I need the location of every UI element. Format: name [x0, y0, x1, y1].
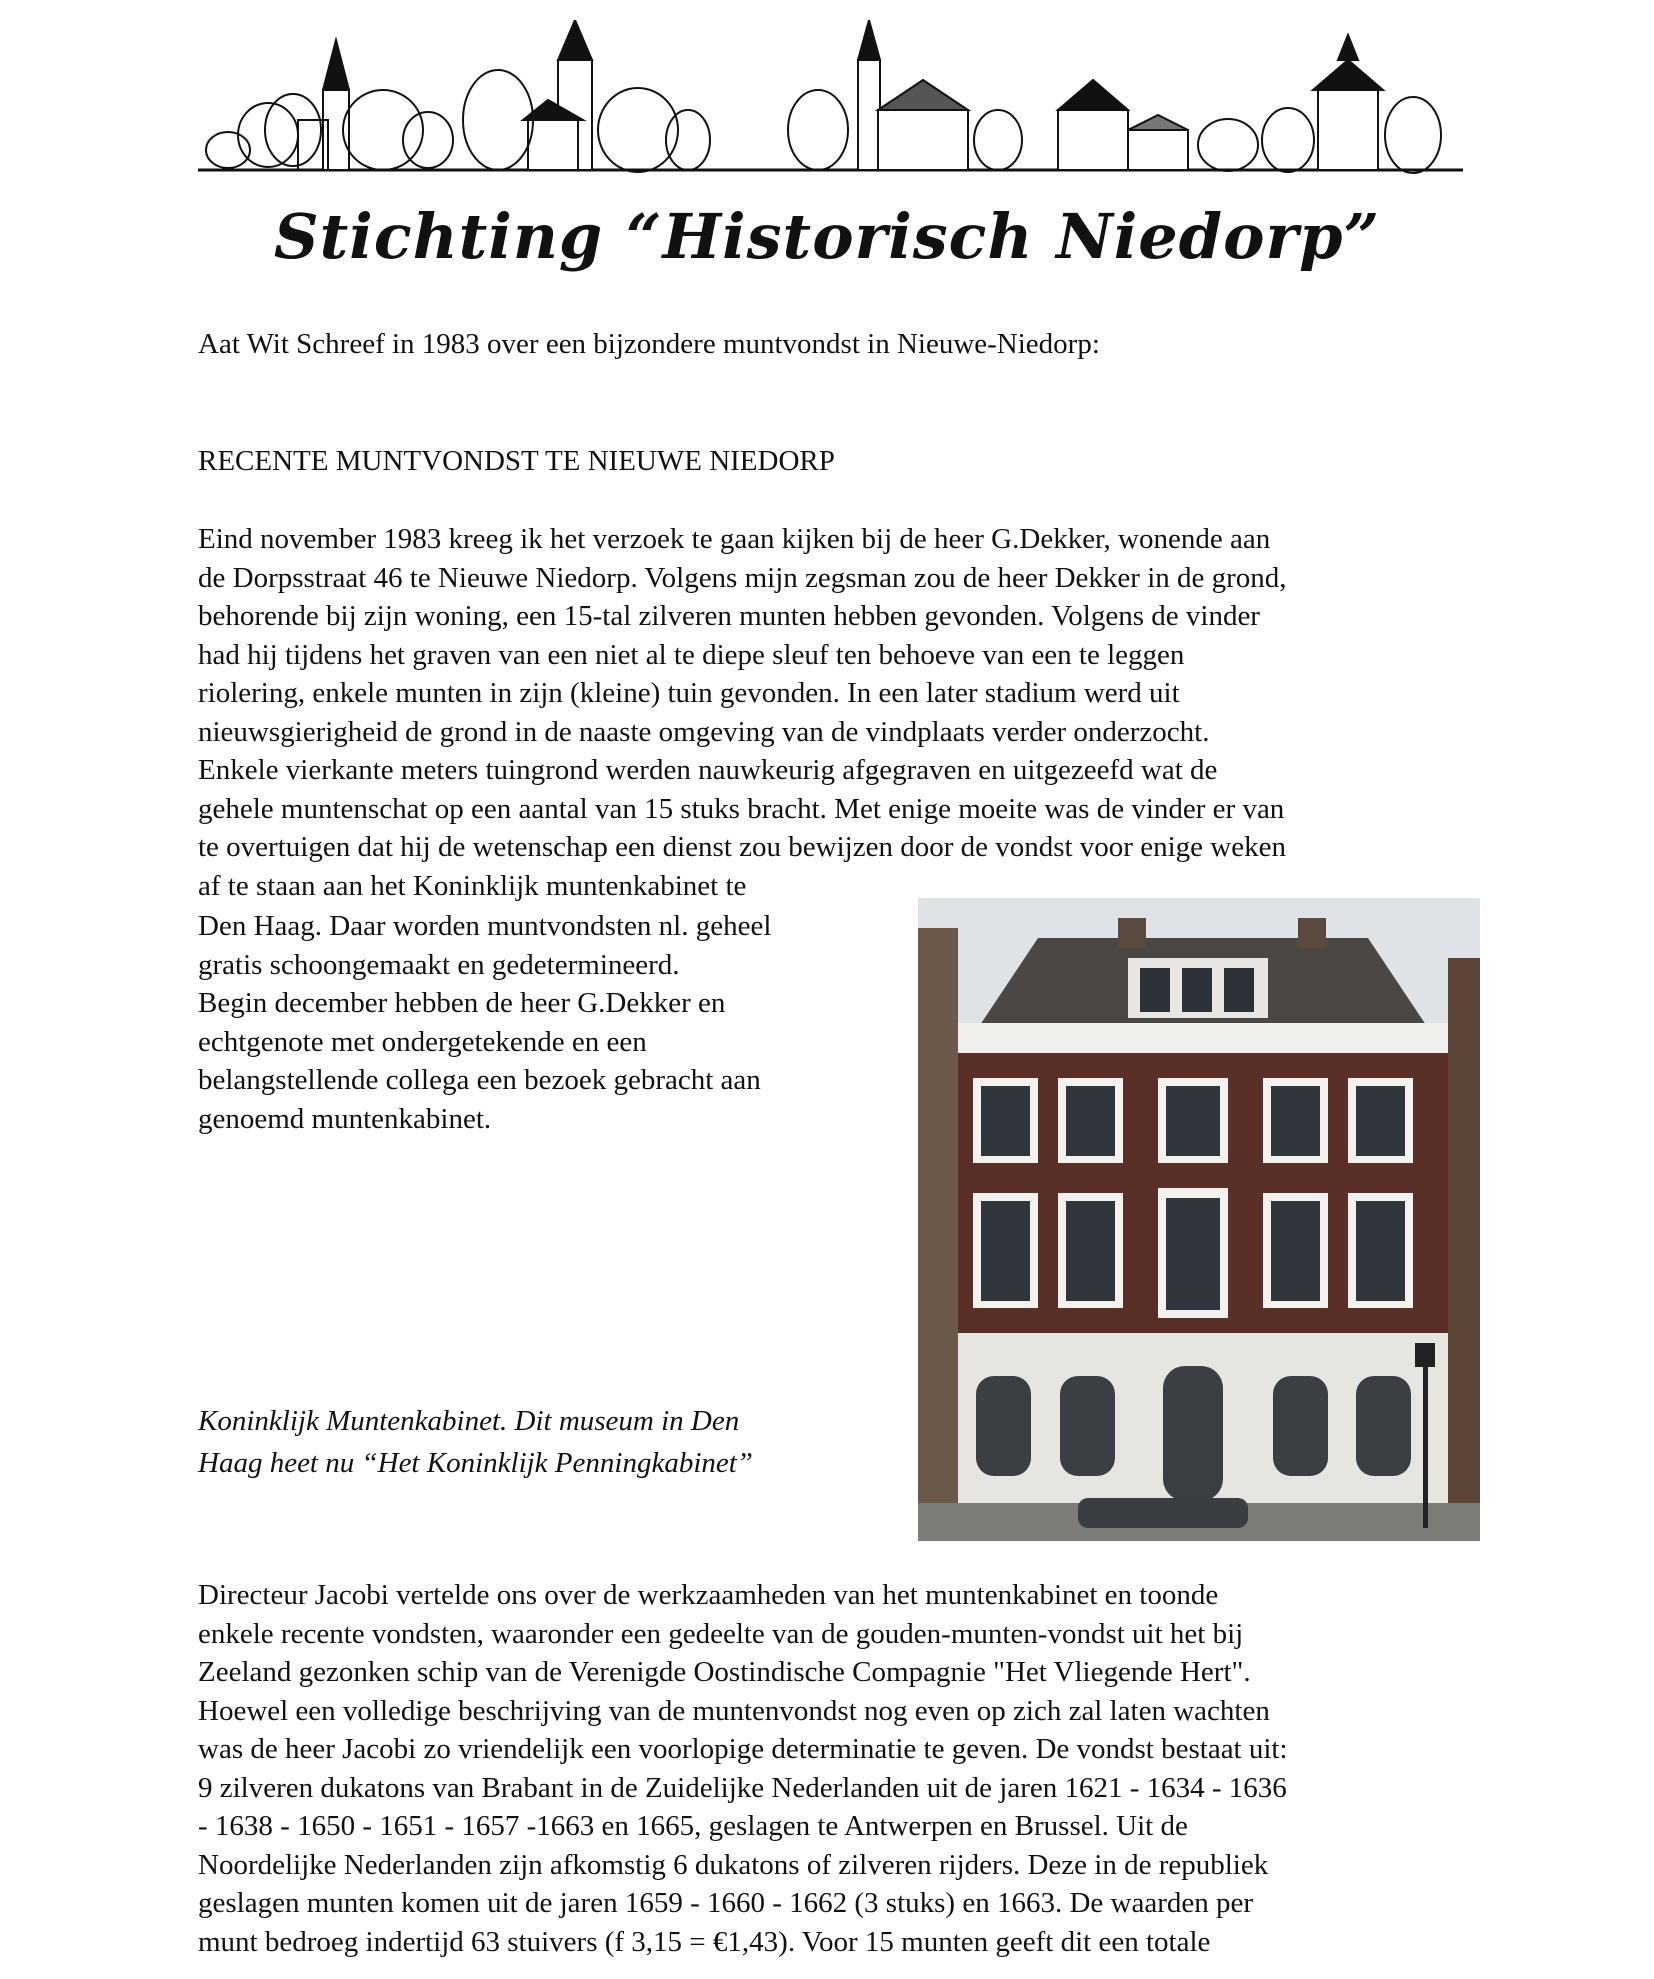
text-line: Directeur Jacobi vertelde ons over de werkzaamheden van het muntenkabinet en toonde	[198, 1579, 1219, 1611]
text-line: Den Haag. Daar worden muntvondsten nl. geheel	[198, 910, 772, 942]
text-line: behorende bij zijn woning, een 15-tal zilveren munten hebben gevonden. Volgens de vinder	[198, 600, 1260, 632]
text-line: enkele recente vondsten, waaronder een gedeelte van de gouden-munten-vondst uit het bij	[198, 1617, 1244, 1650]
caption-line: Koninklijk Muntenkabinet. Dit museum in Den	[198, 1405, 740, 1437]
paragraph-2	[198, 1576, 1468, 1961]
text-line: Enkele vierkante meters tuingrond werden nauwkeurig afgegraven en uitgezeefd wat de	[198, 754, 1218, 786]
text-line: gehele muntenschat op een aantal van 15 stuks bracht. Met enige moeite was de vinder er van	[198, 792, 1285, 825]
text-line: Eind november 1983 kreeg ik het verzoek te gaan kijken bij de heer G.Dekker, wonende aan	[198, 523, 1271, 555]
caption-line: Haag heet nu “Het Koninklijk Penningkabinet”	[198, 1447, 753, 1479]
text-line: belangstellende collega een bezoek gebracht aan	[198, 1064, 761, 1096]
text-line: 9 zilveren dukatons van Brabant in de Zuidelijke Nederlanden uit de jaren 1621 - 1634 - 1636	[198, 1771, 1287, 1804]
text-line: Hoewel een volledige beschrijving van de muntenvondst nog even op zich zal laten wachten	[198, 1694, 1270, 1727]
text-line: genoemd muntenkabinet.	[198, 1102, 492, 1135]
text-line: gratis schoongemaakt en gedetermineerd.	[198, 948, 680, 981]
photo-caption	[198, 1400, 878, 1484]
side-column-text	[198, 907, 878, 1138]
text-line: Zeeland gezonken schip van de Verenigde Oostindische Compagnie "Het Vliegende Hert".	[198, 1656, 1251, 1688]
text-line: Noordelijke Nederlanden zijn afkomstig 6 dukatons of zilveren rijders. Deze in de republiek	[198, 1848, 1269, 1881]
building-photo-icon	[918, 898, 1480, 1541]
text-line: munt bedroeg indertijd 63 stuivers (f 3,15 = €1,43). Voor 15 munten geeft dit een totale	[198, 1925, 1211, 1958]
text-line: af te staan aan het Koninklijk muntenkabinet te	[198, 869, 747, 902]
text-line: - 1638 - 1650 - 1651 - 1657 -1663 en 1665, geslagen te Antwerpen en Brussel. Uit de	[198, 1810, 1188, 1842]
text-line: geslagen munten komen uit de jaren 1659 - 1660 - 1662 (3 stuks) en 1663. De waarden per	[198, 1887, 1254, 1919]
text-line: nieuwsgierigheid de grond in de naaste omgeving van de vindplaats verder onderzocht.	[198, 715, 1210, 748]
intro-text: Aat Wit Schreef in 1983 over een bijzondere muntvondst in Nieuwe-Niedorp:	[198, 328, 1100, 360]
text-line: riolering, enkele munten in zijn (kleine) tuin gevonden. In een later stadium werd uit	[198, 677, 1180, 709]
text-line: was de heer Jacobi zo vriendelijk een voorlopige determinatie te geven. De vondst bestaat uit:	[198, 1733, 1288, 1765]
page-title: Stichting “Historisch Niedorp”	[273, 200, 1381, 273]
text-line: Begin december hebben de heer G.Dekker en	[198, 987, 726, 1019]
text-line: de Dorpsstraat 46 te Nieuwe Niedorp. Volgens mijn zegsman zou de heer Dekker in de grond,	[198, 561, 1287, 594]
village-skyline-drawing-icon	[198, 20, 1463, 180]
text-line: had hij tijdens het graven van een niet al te diepe sleuf ten behoeve van een te leggen	[198, 638, 1185, 671]
article-heading: RECENTE MUNTVONDST TE NIEUWE NIEDORP	[198, 445, 835, 477]
text-line: echtgenote met ondergetekende en een	[198, 1025, 647, 1058]
paragraph-1	[198, 520, 1458, 905]
text-line: te overtuigen dat hij de wetenschap een dienst zou bewijzen door de vondst voor enige weken	[198, 831, 1286, 863]
muntenkabinet-photo	[918, 898, 1480, 1541]
